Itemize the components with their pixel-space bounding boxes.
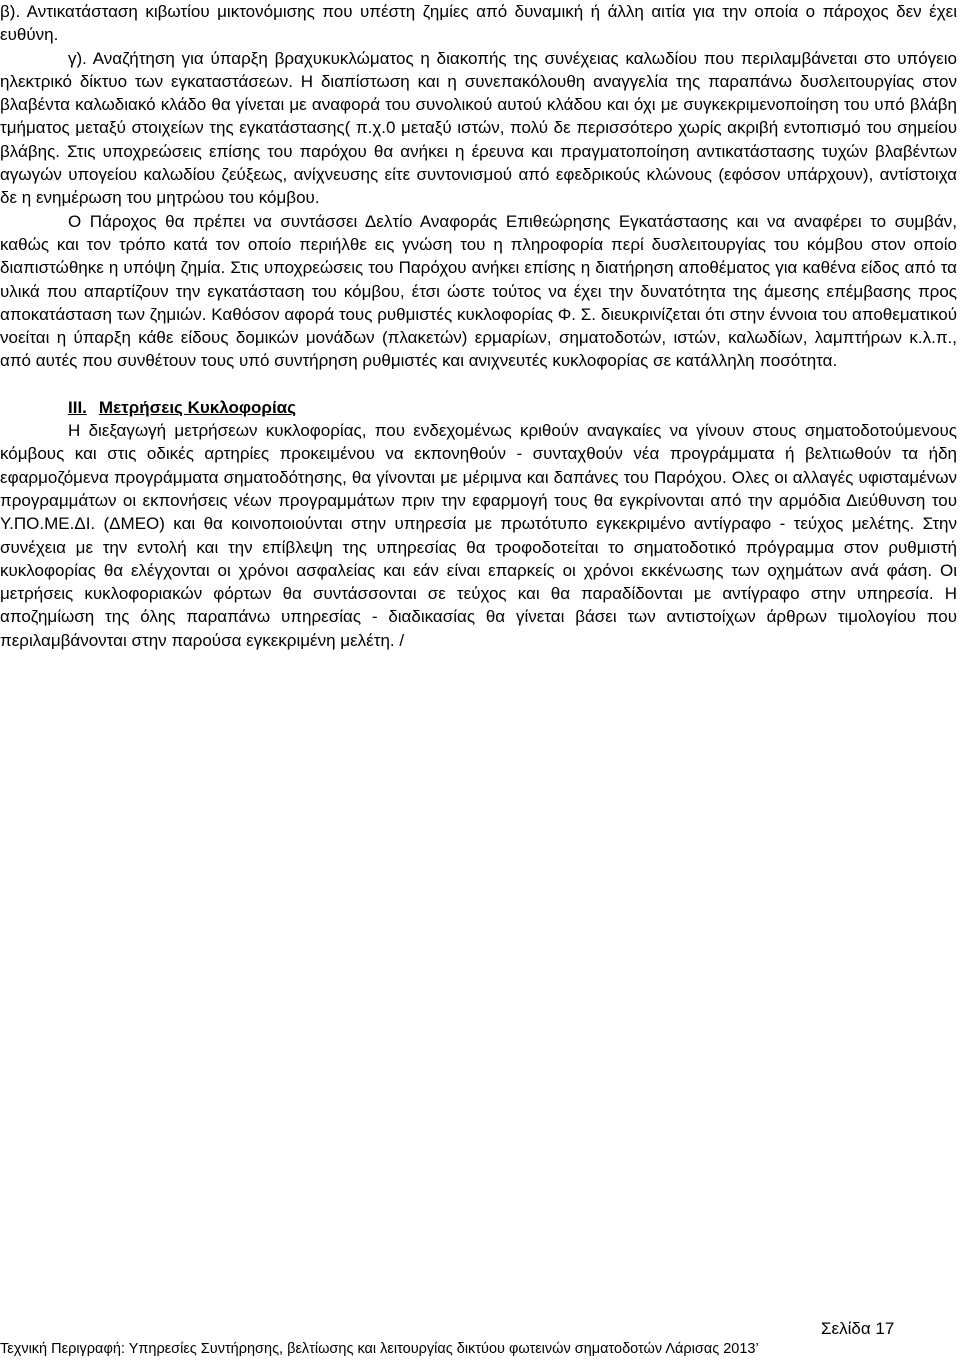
footer-running-title: Τεχνική Περιγραφή: Υπηρεσίες Συντήρησης, βελτίωσης και λειτουργίας δικτύου φωτεινών σηματοδοτών Λάρισας 2013’ [0, 1341, 759, 1357]
section-title: Μετρήσεις Κυκλοφορίας [98, 397, 296, 417]
section-number: ΙΙΙ. [68, 397, 87, 417]
paragraph-item-beta: β). Αντικατάσταση κιβωτίου μικτονόμισης που υπέστη ζημίες από δυναμική ή άλλη αιτία για την οποία ο πάροχος δεν έχει ευθύνη. [0, 2, 957, 45]
document-body [0, 0, 957, 652]
section-heading [0, 396, 957, 419]
page-number: Σελίδα 17 [821, 1319, 895, 1338]
paragraph-traffic-measurements: Η διεξαγωγή μετρήσεων κυκλοφορίας, που ενδεχομένως κριθούν αναγκαίες να γίνουν στους σηματοδοτούμενους κόμβους και στις οδικές αρτηρίες προκειμένου να εκπονηθούν - συνταχθούν νέα προγράμματα ή βελτιωθούν τα ήδη εφαρμοζόμενα προγράμματα σηματοδότησης, θα γίνονται με μέριμνα και δαπάνες του Παρόχου. Ολες οι αλλαγές υφισταμένων προγραμμάτων οι εκπονήσεις νέων προγραμμάτων πριν την εφαρμογή τους θα εγκρίνονται από την αρμόδια Διεύθυνση του Υ.ΠΟ.ΜΕ.ΔΙ. (ΔΜΕΟ) και θα κοινοποιούνται στην υπηρεσία με πρωτότυπο εγκεκριμένο αντίγραφο - τεύχος μελέτης. Στην συνέχεια με την εντολή και την επίβλεψη της υπηρεσίας θα τροφοδοτείται το σηματοδοτικό πρόγραμμα στον ρυθμιστή κυκλοφορίας θα ελέγχονται οι χρόνοι ασφαλείας και εάν είναι επαρκείς οι χρόνοι εκκένωσης των οχημάτων ανά φάση. Οι μετρήσεις κυκλοφοριακών φόρτων θα συντάσσονται σε τεύχος και θα παραδίδονται με αντίγραφο στην υπηρεσία. Η αποζημίωση της όλης παραπάνω υπηρεσίας - διαδικασίας θα γίνεται βάσει των αντιστοίχων άρθρων τιμολογίου που περιλαμβάνονται στην παρούσα εγκεκριμένη μελέτη. / [0, 421, 957, 650]
paragraph-provider-report: Ο Πάροχος θα πρέπει να συντάσσει Δελτίο Αναφοράς Επιθεώρησης Εγκατάστασης και να αναφέρει το συμβάν, καθώς και τον τρόπο κατά τον οποίο περιήλθε εις γνώση του η πληροφορία περί δυσλειτουργίας του κόμβου στον οποίο διαπιστώθηκε η υπόψη ζημία. Στις υποχρεώσεις του Παρόχου ανήκει επίσης η διατήρηση αποθέματος για καθένα είδος από τα υλικά που απαρτίζουν την εγκατάσταση του κόμβου, έτσι ώστε τούτος να έχει την δυνατότητα της άμεσης επέμβασης προς αποκατάσταση των ζημιών. Καθόσον αφορά τους ρυθμιστές κυκλοφορίας Φ. Σ. διευκρινίζεται ότι στην έννοια του αποθεματικού νοείται η ύπαρξη κάθε είδους δομικών μονάδων (πλακετών) ερμαρίων, σηματοδοτών, ιστών, καλωδίων, λαμπτήρων κ.λ.π., από αυτές που συνθέτουν τους υπό συντήρηση ρυθμιστές και ανιχνευτές κυκλοφορίας σε κατάλληλη ποσότητα. [0, 211, 957, 371]
paragraph-item-gamma: γ). Αναζήτηση για ύπαρξη βραχυκυκλώματος η διακοπής της συνέχειας καλωδίου που περιλαμβάνεται στο υπόγειο ηλεκτρικό δίκτυο των εγκαταστάσεων. Η διαπίστωση και η συνεπακόλουθη αναγγελία της παραπάνω δυσλειτουργίας στον βλαβέντα καλωδιακό κλάδο θα γίνεται με αναφορά του συνολικού αυτού κλάδου και όχι με συγκεκριμενοποίηση του υπό βλάβη τμήματος μεταξύ στοιχείων της εγκατάστασης( π.χ.0 μεταξύ ιστών, πολύ δε περισσότερο χωρίς ακριβή εντοπισμό του σημείου βλάβης. Στις υποχρεώσεις επίσης του παρόχου θα ανήκει η έρευνα και πραγματοποίηση αντικατάστασης τυχών βλαβέντων αγωγών υπογείου καλωδίου ζεύξεως, ανίχνευσης είτε συντονισμού από εφεδρικούς κλώνους (εφόσον υπάρχουν), αντίστοιχα δε η ενημέρωση του μητρώου του κόμβου. [0, 48, 957, 208]
section-spacer [0, 373, 957, 396]
